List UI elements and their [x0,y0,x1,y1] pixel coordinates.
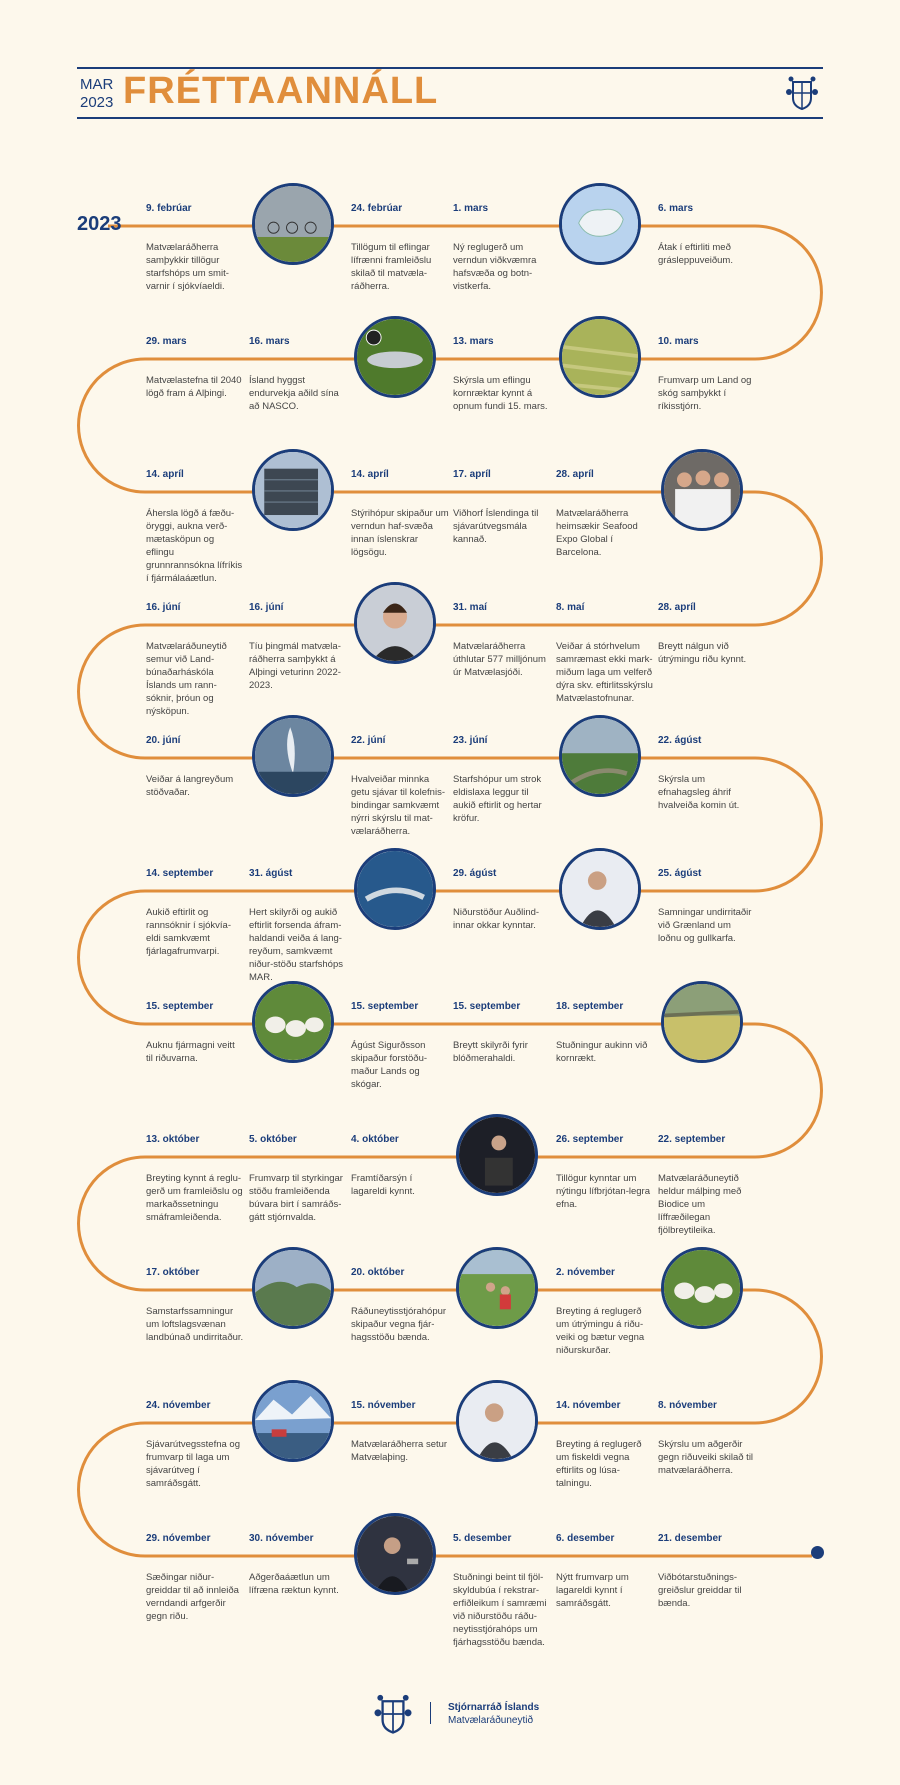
sheep-photo [252,981,334,1063]
event-date: 28. apríl [658,602,696,613]
timeline-event [658,602,756,666]
event-date: 15. september [146,1001,214,1012]
timeline-event [351,1001,449,1091]
timeline-event [556,469,654,559]
timeline-event [146,1001,244,1065]
event-date: 15. september [453,1001,521,1012]
event-date: 18. september [556,1001,624,1012]
event-text: Tíu þingmál matvæla-ráðherra samþykkt á Alþingi veturinn 2022-2023. [249,641,341,691]
seafood-expo-photo [661,449,743,531]
timeline-event [146,735,244,799]
timeline-event [146,1134,244,1224]
timeline-event [453,203,551,293]
event-date: 31. ágúst [249,868,293,879]
event-date: 10. mars [658,336,699,347]
salmon-fish-photo [354,316,436,398]
timeline-event [351,1134,449,1198]
event-text: Ný reglugerð um verndun viðkvæmra hafsvæða og botn-vistkerfa. [453,242,537,292]
event-text: Samstarfssamningur um loftslagsvænan landbúnað undirritaður. [146,1306,244,1343]
timeline-event [453,735,551,825]
grain-icon [562,319,638,395]
event-date: 14. apríl [146,469,184,480]
timeline-event [351,1400,449,1464]
timeline-event [146,602,244,718]
lectern-icon [357,1516,433,1592]
event-date: 14. apríl [351,469,389,480]
timeline-event [556,602,654,705]
timeline-event [249,602,347,692]
timeline-event [453,336,551,413]
event-date: 13. október [146,1134,200,1145]
event-date: 22. ágúst [658,735,702,746]
event-text: Átak í eftirliti með grásleppuveiðum. [658,242,733,266]
event-date: 1. mars [453,203,489,214]
page-title: FRÉTTAANNÁLL [123,70,439,112]
event-date: 17. október [146,1267,200,1278]
event-text: Aukið eftirlit og rannsóknir í sjókvía-eldi samkvæmt fjárlagafrumvarpi. [146,907,232,957]
event-date: 5. október [249,1134,297,1145]
event-text: Starfshópur um strok eldislaxa leggur til aukið eftirlit og hertar kröfur. [453,774,542,824]
event-text: Stuðningi beint til fjöl-skyldubúa í rekstrar-erfiðleikum í samræmi við niðurstöðu ráðu-neytisstjórahóps um fjárhagsstöðu bænda. [453,1572,547,1648]
event-text: Skýrslu um aðgerðir gegn riðuveiki skilað til matvælaráðherra. [658,1439,754,1476]
salmon-pens-icon [255,186,331,262]
timeline-event [658,203,756,267]
timeline-event [556,1400,654,1490]
event-date: 29. nóvember [146,1533,211,1544]
event-date: 22. september [658,1134,726,1145]
event-date: 30. nóvember [249,1533,314,1544]
event-text: Viðbótarstuðnings-greiðslur greiddar til bænda. [658,1572,742,1609]
event-text: Nýtt frumvarp um lagareldi kynnt í samráðsgátt. [556,1572,629,1609]
footer-separator [430,1702,431,1724]
vox-podium-photo [456,1114,538,1196]
people-icon [664,452,740,528]
footer-coat-of-arms-icon [373,1692,413,1736]
whale-sea-photo [354,848,436,930]
event-date: 17. apríl [453,469,491,480]
event-text: Matvælaráðuneytið semur við Land-búnaðarháskóla Íslands um rann-sóknir, þróun og nýsköpun. [146,641,227,717]
event-text: Breyting kynnt á reglu-gerð um framleiðslu og markaðssetningu smáframleiðenda. [146,1173,243,1223]
timeline-event [351,203,449,293]
event-text: Breyting á reglugerð um útrýmingu á riðu-veiki og bætur vegna niðurskurðar. [556,1306,645,1356]
event-text: Veiðar á stórhvelum samræmast ekki mark-miðum laga um velferð dýra skv. eftirlitsskýrslu Matvælastofnunar. [556,641,653,704]
minister-lectern-photo [354,1513,436,1595]
speaker-icon [459,1383,535,1459]
timeline-event [658,868,756,945]
event-text: Breyting á reglugerð um fiskeldi vegna eftirlits og lúsa-talningu. [556,1439,642,1489]
event-date: 9. febrúar [146,203,192,214]
event-date: 16. mars [249,336,290,347]
timeline-event [146,203,244,293]
office-building-photo [252,449,334,531]
timeline-event [351,1267,449,1344]
timeline-event [351,469,449,559]
timeline-event [453,1533,551,1649]
header-org-label: MAR [80,76,114,93]
event-date: 28. apríl [556,469,594,480]
event-text: Matvælaráðherra úthlutar 577 milljónum úr Matvælasjóði. [453,641,546,678]
event-date: 2. nóvember [556,1267,615,1278]
sheep-grass-photo [661,1247,743,1329]
event-date: 14. nóvember [556,1400,621,1411]
barley-icon [664,984,740,1060]
event-text: Hert skilyrði og aukið eftirlit forsenda áfram-haldandi veiða á lang-reyðum, samkvæmt niður-stöðu starfshóps MAR. [249,907,343,983]
event-date: 21. desember [658,1533,722,1544]
event-date: 15. nóvember [351,1400,416,1411]
event-text: Auknu fjármagni veitt til riðuvarna. [146,1040,235,1064]
timeline-event [249,868,347,984]
timeline-event [249,1134,347,1224]
timeline-event [146,1533,244,1623]
whale-back-icon [357,851,433,927]
event-date: 8. maí [556,602,585,613]
timeline-event [146,868,244,958]
harbour-icon [255,1383,331,1459]
event-date: 20. október [351,1267,405,1278]
timeline-event [453,602,551,679]
matvaelathing-speaker-photo [456,1380,538,1462]
event-text: Ísland hyggst endurvekja aðild sína að NASCO. [249,375,339,412]
event-date: 4. október [351,1134,399,1145]
timeline-event [556,1001,654,1065]
event-text: Sjávarútvegsstefna og frumvarp til laga um sjávarútveg í samráðsgátt. [146,1439,241,1489]
timeline-event [658,735,756,812]
event-date: 6. mars [658,203,694,214]
fish-farm-coast-photo [559,715,641,797]
event-text: Veiðar á langreyðum stöðvaðar. [146,774,234,798]
event-date: 31. maí [453,602,487,613]
timeline-event [146,336,244,400]
timeline-event [556,1134,654,1211]
event-text: Breytt skilyrði fyrir blóðmerahaldi. [453,1040,528,1064]
valley-landscape-photo [252,1247,334,1329]
harbour-boats-photo [252,1380,334,1462]
timeline-event [146,469,244,585]
event-date: 5. desember [453,1533,512,1544]
iceland-map-photo [559,183,641,265]
podium-icon [459,1117,535,1193]
event-date: 24. febrúar [351,203,403,214]
footer-ministry: Matvælaráðuneytið [448,1715,534,1726]
event-text: Sæðingar niður-greiddar til að innleiða verndandi arfgerðir gegn riðu. [146,1572,239,1622]
event-date: 29. ágúst [453,868,497,879]
event-text: Matvælastefna til 2040 lögð fram á Alþingi. [146,375,242,399]
event-date: 14. september [146,868,214,879]
event-text: Framtíðarsýn í lagareldi kynnt. [351,1173,415,1197]
event-text: Stýrihópur skipaður um verndun haf-svæða innan íslenskrar lögsögu. [351,508,449,558]
event-date: 22. júní [351,735,386,746]
sheep-icon [664,1250,740,1326]
event-date: 16. júní [146,602,181,613]
event-text: Matvælaráðuneytið heldur málþing með Biodice um líffræðilegan fjölbreytileika. [658,1173,742,1236]
event-text: Frumvarp um Land og skóg samþykkt í ríkisstjórn. [658,375,752,412]
event-text: Skýrsla um efnahagsleg áhrif hvalveiða komin út. [658,774,740,811]
event-text: Matvælaráðherra setur Matvælaþing. [351,1439,448,1463]
timeline-event [658,1533,756,1610]
timeline-event [453,1001,551,1065]
event-date: 15. september [351,1001,419,1012]
event-text: Hvalveiðar minnka getu sjávar til kolefnis-bindingar samkvæmt nýrri skýrslu til mat-vælaráðherra. [351,774,445,837]
event-date: 25. ágúst [658,868,702,879]
timeline-event [658,1134,756,1237]
event-date: 6. desember [556,1533,615,1544]
event-date: 13. mars [453,336,494,347]
timeline-event [351,735,449,838]
timeline-event [146,1267,244,1344]
timeline-event [146,1400,244,1490]
building-icon [255,452,331,528]
event-text: Tillögur kynntar um nýtingu lífbrjótan-legra efna. [556,1173,650,1210]
whale-spout-photo [252,715,334,797]
children-field-photo [456,1247,538,1329]
grain-field-photo [559,316,641,398]
event-date: 26. september [556,1134,624,1145]
event-text: Áhersla lögð á fæðu-öryggi, aukna verð-mætasköpun og eflingu grunnrannsókna lífríkis í fjármálaáætlun. [146,508,243,584]
event-date: 23. júní [453,735,488,746]
children-icon [459,1250,535,1326]
event-text: Samningar undirritaðir við Grænland um loðnu og gullkarfa. [658,907,752,944]
event-text: Ráðuneytisstjórahópur skipaður vegna fjár-hagsstöðu bænda. [351,1306,447,1343]
event-date: 29. mars [146,336,187,347]
sheep-icon [255,984,331,1060]
iceland-map-icon [562,186,638,262]
event-text: Matvælaráðherra heimsækir Seafood Expo Global í Barcelona. [556,508,638,558]
timeline-event [249,1533,347,1597]
whale-icon [255,718,331,794]
timeline-event [453,469,551,546]
event-text: Matvælaráðherra samþykkir tillögur starfshóps um smit-varnir í sjókvíaeldi. [146,242,229,292]
timeline-event [453,868,551,932]
event-date: 20. júní [146,735,181,746]
timeline-event [658,336,756,413]
speaker-icon [562,851,638,927]
minister-speech-photo [559,848,641,930]
salmon-icon [357,319,433,395]
timeline-event [556,1267,654,1357]
timeline-event [556,1533,654,1610]
event-date: 8. nóvember [658,1400,717,1411]
barley-field-photo [661,981,743,1063]
timeline-event [658,1400,756,1477]
portrait-icon [357,585,433,661]
timeline-year: 2023 [77,213,122,235]
event-date: 24. nóvember [146,1400,211,1411]
event-text: Breytt nálgun við útrýmingu riðu kynnt. [658,641,747,665]
header-year: 2023 [80,94,114,111]
event-text: Skýrsla um eflingu kornræktar kynnt á opnum fundi 15. mars. [453,375,548,412]
event-text: Stuðningur aukinn við kornrækt. [556,1040,648,1064]
event-text: Tillögum til eflingar lífrænni framleiðslu skilað til matvæla-ráðherra. [351,242,432,292]
coast-icon [562,718,638,794]
footer-org: Stjórnarráð Íslands [448,1702,540,1713]
event-text: Ágúst Sigurðsson skipaður forstöðu-maður Lands og skógar. [351,1040,428,1090]
timeline-end-dot [811,1546,824,1559]
event-text: Frumvarp til styrkingar stöðu framleiðenda búvara birt í samráðs-gátt stjórnvalda. [249,1173,343,1223]
event-text: Niðurstöður Auðlind-innar okkar kynntar. [453,907,540,931]
event-text: Aðgerðaáætlun um lífræna ræktun kynnt. [249,1572,339,1596]
event-text: Viðhorf Íslendinga til sjávarútvegsmála kannað. [453,508,539,545]
valley-icon [255,1250,331,1326]
minister-portrait-photo [354,582,436,664]
timeline-event [249,336,347,413]
event-date: 16. júní [249,602,284,613]
salmon-farm-photo [252,183,334,265]
